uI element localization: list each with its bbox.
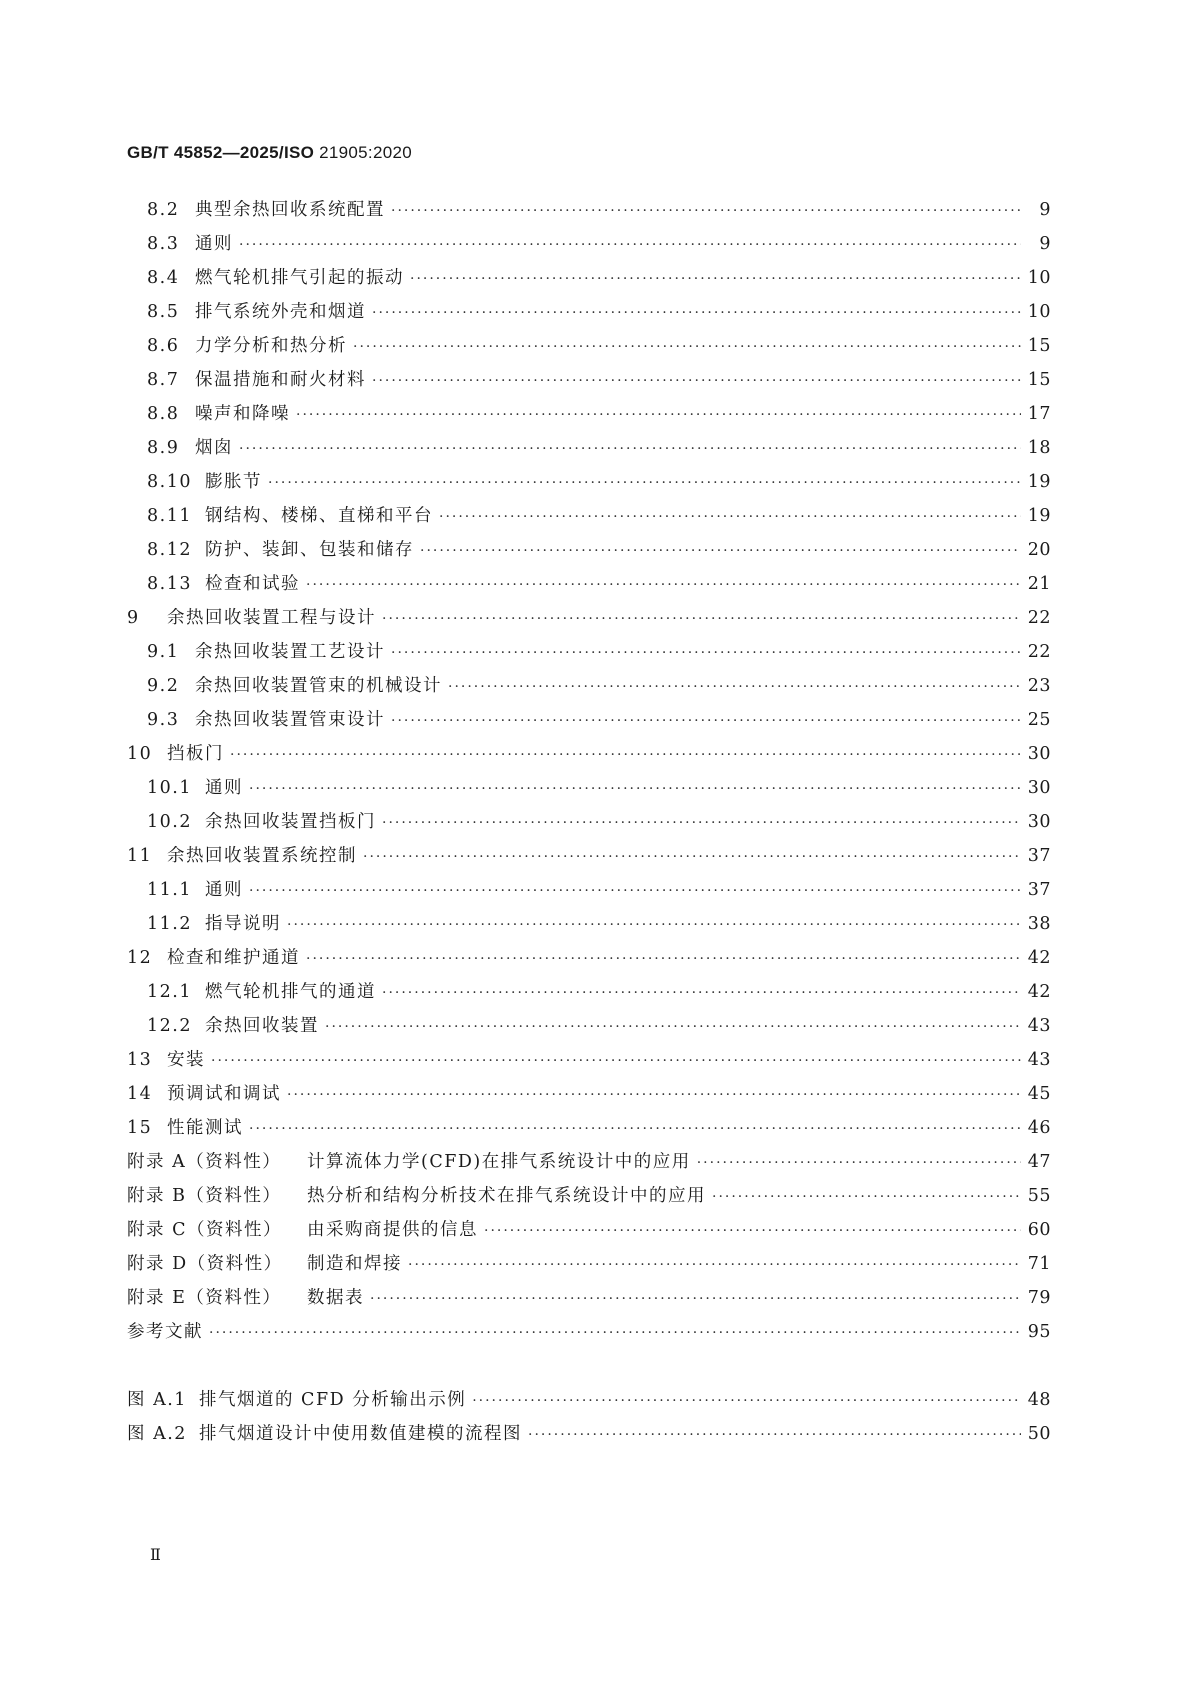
toc-entry-title: 预调试和调试 xyxy=(167,1084,281,1104)
toc-entry-number: 图 A.2 xyxy=(127,1424,187,1444)
toc-entry-number: 8.4 xyxy=(147,268,180,288)
toc-leader-dots xyxy=(306,577,1021,593)
toc-leader-dots xyxy=(712,1189,1021,1205)
toc-entry-number: 附录 D（资料性） xyxy=(127,1254,283,1274)
toc-leader-dots xyxy=(239,237,1021,253)
toc-entry-title: 通则 xyxy=(205,880,243,900)
toc-entry-title: 计算流体力学(CFD)在排气系统设计中的应用 xyxy=(307,1152,691,1172)
toc-entry-page: 45 xyxy=(1027,1084,1051,1104)
toc-entry-title: 通则 xyxy=(205,778,243,798)
toc-entry-page: 46 xyxy=(1027,1118,1051,1138)
toc-leader-dots xyxy=(382,815,1021,831)
toc-leader-dots xyxy=(325,1019,1021,1035)
toc-entry-number: 8.8 xyxy=(147,404,180,424)
toc-entry-title: 指导说明 xyxy=(205,914,281,934)
toc-entry[interactable] xyxy=(127,468,1051,498)
toc-entry-page: 21 xyxy=(1027,574,1051,594)
toc-entry-number: 10 xyxy=(127,744,153,764)
toc-entry-page: 19 xyxy=(1027,506,1051,526)
toc-leader-dots xyxy=(363,849,1021,865)
toc-entry-number: 11.1 xyxy=(147,880,192,900)
toc-entry-page: 9 xyxy=(1039,234,1051,254)
toc-leader-dots xyxy=(391,713,1021,729)
document-header xyxy=(127,143,412,163)
toc-entry-title: 保温措施和耐火材料 xyxy=(195,370,366,390)
toc-entry-page: 37 xyxy=(1027,846,1051,866)
toc-entry-title: 膨胀节 xyxy=(205,472,262,492)
toc-entry-number: 12 xyxy=(127,948,153,968)
toc-entry-page: 20 xyxy=(1027,540,1051,560)
toc-leader-dots xyxy=(239,441,1021,457)
toc-entry[interactable] xyxy=(127,1182,1051,1212)
toc-entry-page: 30 xyxy=(1027,744,1051,764)
toc-entry-title: 性能测试 xyxy=(167,1118,243,1138)
toc-entry[interactable] xyxy=(127,366,1051,396)
toc-entry-number: 8.2 xyxy=(147,200,180,220)
toc-entry[interactable] xyxy=(127,400,1051,430)
toc-entry-page: 95 xyxy=(1027,1322,1051,1342)
toc-entry[interactable] xyxy=(127,1012,1051,1042)
toc-leader-dots xyxy=(249,1121,1021,1137)
toc-entry-title: 余热回收装置 xyxy=(205,1016,319,1036)
toc-entry[interactable] xyxy=(127,434,1051,464)
toc-entry-title: 排气烟道的 CFD 分析输出示例 xyxy=(199,1390,467,1410)
toc-leader-dots xyxy=(211,1053,1021,1069)
toc-entry-page: 60 xyxy=(1027,1220,1051,1240)
toc-leader-dots xyxy=(249,883,1021,899)
toc-entry[interactable] xyxy=(127,536,1051,566)
toc-leader-dots xyxy=(287,917,1021,933)
toc-entry[interactable] xyxy=(127,1386,1051,1416)
toc-entry[interactable] xyxy=(127,1148,1051,1178)
toc-leader-dots xyxy=(230,747,1021,763)
toc-entry-number: 附录 A（资料性） xyxy=(127,1152,282,1172)
toc-entry-title: 烟囱 xyxy=(195,438,233,458)
toc-entry-title: 余热回收装置工艺设计 xyxy=(195,642,385,662)
toc-leader-dots xyxy=(448,679,1021,695)
toc-entry[interactable] xyxy=(127,638,1051,668)
toc-entry[interactable] xyxy=(127,876,1051,906)
toc-leader-dots xyxy=(296,407,1021,423)
iso-label: ISO xyxy=(283,143,315,162)
toc-entry[interactable] xyxy=(127,740,1051,770)
toc-leader-dots xyxy=(472,1393,1021,1409)
toc-entry-page: 47 xyxy=(1027,1152,1051,1172)
toc-entry[interactable] xyxy=(127,1284,1051,1314)
toc-entry[interactable] xyxy=(127,230,1051,260)
toc-entry-number: 12.2 xyxy=(147,1016,192,1036)
toc-entry-title: 力学分析和热分析 xyxy=(195,336,347,356)
toc-leader-dots xyxy=(697,1155,1021,1171)
toc-entry-title: 参考文献 xyxy=(127,1322,203,1342)
toc-entry-page: 19 xyxy=(1027,472,1051,492)
toc-entry[interactable] xyxy=(127,196,1051,226)
toc-entry-title: 制造和焊接 xyxy=(307,1254,402,1274)
toc-entry-page: 30 xyxy=(1027,812,1051,832)
toc-entry[interactable] xyxy=(127,672,1051,702)
toc-leader-dots xyxy=(382,611,1021,627)
toc-entry[interactable] xyxy=(127,1250,1051,1280)
toc-leader-dots xyxy=(528,1427,1021,1443)
iso-number: 21905:2020 xyxy=(314,143,412,162)
toc-entry[interactable] xyxy=(127,978,1051,1008)
toc-entry-title: 通则 xyxy=(195,234,233,254)
toc-entry-number: 8.9 xyxy=(147,438,180,458)
toc-entry-number: 8.10 xyxy=(147,472,192,492)
toc-entry-page: 17 xyxy=(1027,404,1051,424)
toc-leader-dots xyxy=(353,339,1021,355)
toc-leader-dots xyxy=(391,645,1021,661)
toc-entry-number: 8.11 xyxy=(147,506,192,526)
toc-entry-page: 22 xyxy=(1027,608,1051,628)
page-number: Ⅱ xyxy=(150,1545,161,1564)
standard-number: GB/T 45852—2025/ xyxy=(127,143,284,162)
toc-entry-page: 43 xyxy=(1027,1050,1051,1070)
toc-entry-page: 25 xyxy=(1027,710,1051,730)
toc-leader-dots xyxy=(370,1291,1021,1307)
toc-entry[interactable] xyxy=(127,570,1051,600)
toc-leader-dots xyxy=(408,1257,1021,1273)
toc-leader-dots xyxy=(287,1087,1021,1103)
toc-entry-title: 安装 xyxy=(167,1050,205,1070)
toc-entry[interactable] xyxy=(127,264,1051,294)
toc-entry-number: 11.2 xyxy=(147,914,192,934)
toc-leader-dots xyxy=(439,509,1021,525)
toc-entry-number: 9 xyxy=(127,608,140,628)
toc-entry[interactable] xyxy=(127,910,1051,940)
toc-entry-page: 48 xyxy=(1027,1390,1051,1410)
toc-entry-title: 余热回收装置系统控制 xyxy=(167,846,357,866)
toc-entry[interactable] xyxy=(127,604,1051,634)
toc-entry-title: 余热回收装置管束设计 xyxy=(195,710,385,730)
toc-leader-dots xyxy=(268,475,1021,491)
toc-entry-number: 8.5 xyxy=(147,302,180,322)
toc-entry-page: 22 xyxy=(1027,642,1051,662)
toc-entry-title: 排气烟道设计中使用数值建模的流程图 xyxy=(199,1424,522,1444)
toc-entry[interactable] xyxy=(127,1420,1051,1450)
toc-entry-number: 13 xyxy=(127,1050,153,1070)
toc-entry-page: 50 xyxy=(1027,1424,1051,1444)
toc-leader-dots xyxy=(306,951,1021,967)
toc-entry-page: 43 xyxy=(1027,1016,1051,1036)
toc-entry-title: 热分析和结构分析技术在排气系统设计中的应用 xyxy=(307,1186,706,1206)
toc-entry[interactable] xyxy=(127,808,1051,838)
toc-entry[interactable] xyxy=(127,502,1051,532)
toc-entry-number: 14 xyxy=(127,1084,153,1104)
toc-leader-dots xyxy=(410,271,1021,287)
toc-entry-title: 由采购商提供的信息 xyxy=(307,1220,478,1240)
toc-entry-number: 9.1 xyxy=(147,642,180,662)
toc-entry-title: 排气系统外壳和烟道 xyxy=(195,302,366,322)
toc-entry[interactable] xyxy=(127,1080,1051,1110)
toc-entry-page: 10 xyxy=(1027,268,1051,288)
toc-entry-title: 典型余热回收系统配置 xyxy=(195,200,385,220)
toc-leader-dots xyxy=(249,781,1021,797)
toc-entry-page: 23 xyxy=(1027,676,1051,696)
toc-entry-title: 余热回收装置管束的机械设计 xyxy=(195,676,442,696)
toc-entry[interactable] xyxy=(127,842,1051,872)
toc-entry-number: 8.12 xyxy=(147,540,192,560)
toc-entry-title: 检查和试验 xyxy=(205,574,300,594)
toc-leader-dots xyxy=(420,543,1021,559)
toc-entry[interactable] xyxy=(127,1046,1051,1076)
toc-entry-page: 42 xyxy=(1027,982,1051,1002)
toc-entry-number: 附录 E（资料性） xyxy=(127,1288,282,1308)
toc-entry[interactable] xyxy=(127,1114,1051,1144)
toc-entry[interactable] xyxy=(127,1216,1051,1246)
toc-entry-page: 18 xyxy=(1027,438,1051,458)
toc-entry-page: 15 xyxy=(1027,336,1051,356)
toc-entry-title: 余热回收装置挡板门 xyxy=(205,812,376,832)
toc-entry-page: 38 xyxy=(1027,914,1051,934)
toc-entry[interactable] xyxy=(127,774,1051,804)
toc-entry-title: 燃气轮机排气引起的振动 xyxy=(195,268,404,288)
toc-entry-number: 12.1 xyxy=(147,982,192,1002)
toc-leader-dots xyxy=(209,1325,1021,1341)
toc-entry-number: 图 A.1 xyxy=(127,1390,187,1410)
toc-entry-page: 37 xyxy=(1027,880,1051,900)
toc-entry-title: 防护、装卸、包装和储存 xyxy=(205,540,414,560)
toc-entry-title: 挡板门 xyxy=(167,744,224,764)
toc-entry-page: 15 xyxy=(1027,370,1051,390)
toc-entry-number: 附录 C（资料性） xyxy=(127,1220,282,1240)
toc-entry-number: 8.6 xyxy=(147,336,180,356)
toc-entry-page: 71 xyxy=(1027,1254,1051,1274)
toc-entry[interactable] xyxy=(127,706,1051,736)
toc-entry-page: 55 xyxy=(1027,1186,1051,1206)
toc-entry-title: 燃气轮机排气的通道 xyxy=(205,982,376,1002)
toc-leader-dots xyxy=(484,1223,1021,1239)
toc-entry-number: 8.7 xyxy=(147,370,180,390)
toc-entry[interactable] xyxy=(127,332,1051,362)
toc-leader-dots xyxy=(391,203,1021,219)
toc-entry-number: 9.3 xyxy=(147,710,180,730)
toc-entry[interactable] xyxy=(127,298,1051,328)
toc-entry[interactable] xyxy=(127,1318,1051,1348)
toc-entry-number: 9.2 xyxy=(147,676,180,696)
toc-entry-page: 79 xyxy=(1027,1288,1051,1308)
toc-entry-title: 数据表 xyxy=(307,1288,364,1308)
toc-entry-number: 附录 B（资料性） xyxy=(127,1186,282,1206)
toc-entry-page: 9 xyxy=(1039,200,1051,220)
toc-entry-page: 10 xyxy=(1027,302,1051,322)
toc-leader-dots xyxy=(382,985,1021,1001)
toc-leader-dots xyxy=(372,305,1021,321)
toc-entry-number: 11 xyxy=(127,846,153,866)
toc-entry-title: 钢结构、楼梯、直梯和平台 xyxy=(205,506,433,526)
toc-entry-number: 10.1 xyxy=(147,778,192,798)
toc-entry-page: 42 xyxy=(1027,948,1051,968)
toc-entry-number: 8.13 xyxy=(147,574,192,594)
toc-entry-title: 检查和维护通道 xyxy=(167,948,300,968)
toc-entry-title: 噪声和降噪 xyxy=(195,404,290,424)
toc-entry-title: 余热回收装置工程与设计 xyxy=(167,608,376,628)
toc-leader-dots xyxy=(372,373,1021,389)
toc-entry-number: 10.2 xyxy=(147,812,192,832)
toc-entry-page: 30 xyxy=(1027,778,1051,798)
toc-entry-number: 8.3 xyxy=(147,234,180,254)
toc-entry[interactable] xyxy=(127,944,1051,974)
toc-entry-number: 15 xyxy=(127,1118,153,1138)
